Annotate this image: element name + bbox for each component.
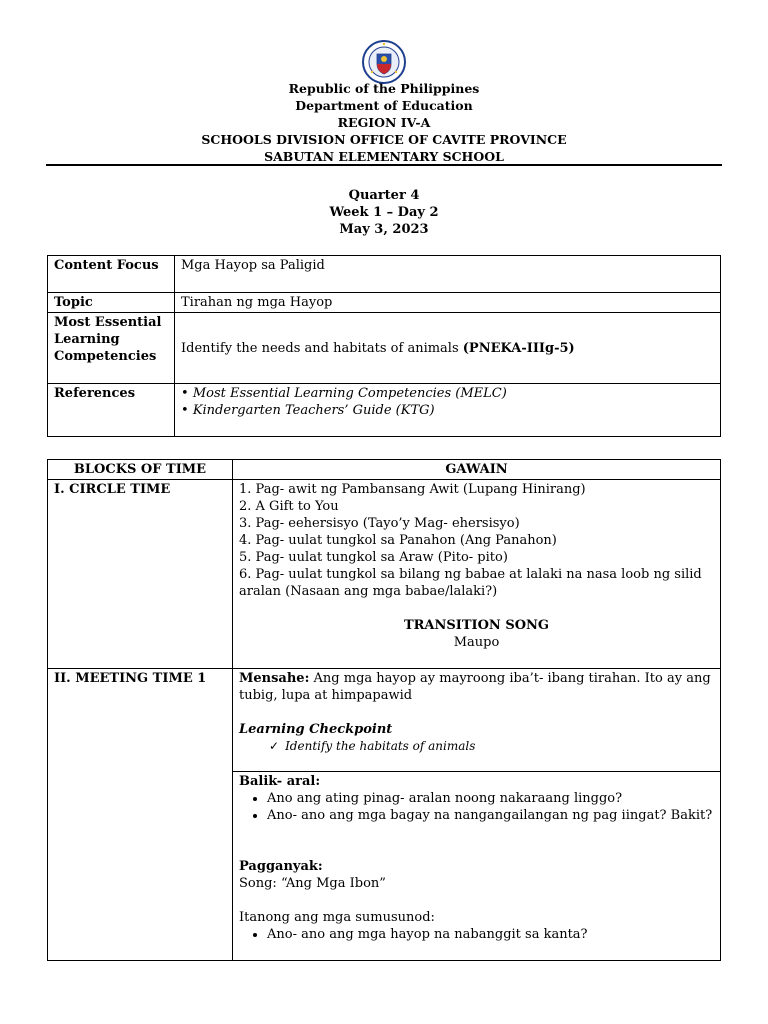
school-line: SABUTAN ELEMENTARY SCHOOL [264, 149, 504, 164]
republic-line: Republic of the Philippines [288, 81, 480, 96]
gawain-header: GAWAIN [233, 460, 721, 480]
content-focus-label: Content Focus [48, 256, 175, 293]
region-line: REGION IV-A [337, 115, 431, 130]
date-label: May 3, 2023 [339, 222, 429, 237]
circle-time-label: I. CIRCLE TIME [48, 480, 233, 669]
itanong-line: Itanong ang mga sumusunod: [239, 910, 435, 925]
activity-item: 6. Pag- uulat tungkol sa bilang ng babae at lalaki na nasa loob ng silid aralan (Nasaan ang mga babae/lalaki?) [239, 567, 702, 599]
department-line: Department of Education [295, 98, 473, 113]
meeting-time-label: II. MEETING TIME 1 [48, 669, 233, 961]
melc-value: Identify the needs and habitats of animals [181, 340, 459, 356]
references-label: References [48, 384, 175, 437]
checkmark-icon: ✓ [269, 739, 280, 753]
balik-aral-list [239, 790, 714, 824]
schedule-table [47, 459, 721, 961]
balik-aral-item: • Ano- ano ang mga bagay na nangangailangan ng pag iingat? Bakit? [267, 807, 714, 824]
meeting-time-row [48, 669, 721, 772]
topic-label: Topic [48, 293, 175, 313]
balik-aral-label: Balik- aral: [239, 774, 321, 789]
circle-time-activities [233, 480, 721, 669]
melc-value-cell [175, 313, 721, 384]
learning-checkpoint-title: Learning Checkpoint [239, 722, 393, 737]
balik-aral-cell [233, 772, 721, 961]
itanong-item: • Ano- ano ang mga hayop na nabanggit sa kanta? [267, 926, 714, 943]
lesson-info-table [47, 255, 721, 437]
transition-song-name: Maupo [453, 635, 500, 650]
quarter-label: Quarter 4 [348, 188, 420, 203]
references-list [175, 384, 721, 437]
deped-seal-logo [362, 40, 406, 84]
transition-song-title: TRANSITION SONG [403, 618, 550, 633]
week-day-label: Week 1 – Day 2 [329, 205, 439, 220]
reference-item: • Most Essential Learning Competencies (MELC) [181, 386, 507, 401]
reference-item: • Kindergarten Teachers’ Guide (KTG) [181, 403, 435, 418]
blocks-of-time-header: BLOCKS OF TIME [48, 460, 233, 480]
mensahe-body: Ang mga hayop ay mayroong iba’t- ibang tirahan. Ito ay ang tubig, lupa at himpapawid [239, 671, 711, 703]
mensahe-label: Mensahe: [239, 671, 310, 686]
references-row [48, 384, 721, 437]
mensahe-text [239, 670, 714, 704]
division-line: SCHOOLS DIVISION OFFICE OF CAVITE PROVINCE [201, 132, 567, 147]
melc-code: (PNEKA-IIIg-5) [462, 340, 575, 356]
content-focus-row [48, 256, 721, 293]
balik-aral-item: • Ano ang ating pinag- aralan noong nakaraang linggo? [267, 790, 714, 807]
melc-row [48, 313, 721, 384]
activity-item: 3. Pag- eehersisyo (Tayo’y Mag- ehersisyo) [239, 516, 520, 531]
pagganyak-label: Pagganyak: [239, 859, 323, 874]
activity-item: 2. A Gift to You [239, 499, 339, 514]
header-divider [46, 164, 722, 166]
mensahe-cell [233, 669, 721, 772]
song-line: Song: “Ang Mga Ibon” [239, 876, 386, 891]
period-block [0, 187, 768, 238]
letterhead [0, 80, 768, 165]
melc-label: Most Essential Learning Competencies [48, 313, 175, 384]
activity-item: 4. Pag- uulat tungkol sa Panahon (Ang Panahon) [239, 533, 557, 548]
schedule-header-row [48, 460, 721, 480]
activity-item: 1. Pag- awit ng Pambansang Awit (Lupang Hinirang) [239, 482, 586, 497]
checkpoint-item: ✓ Identify the habitats of animals [269, 739, 476, 753]
checkpoint-list [239, 738, 714, 755]
topic-row [48, 293, 721, 313]
circle-time-row [48, 480, 721, 669]
itanong-list [239, 926, 714, 943]
content-focus-value: Mga Hayop sa Paligid [175, 256, 721, 293]
activity-item: 5. Pag- uulat tungkol sa Araw (Pito- pito) [239, 550, 508, 565]
topic-value: Tirahan ng mga Hayop [175, 293, 721, 313]
